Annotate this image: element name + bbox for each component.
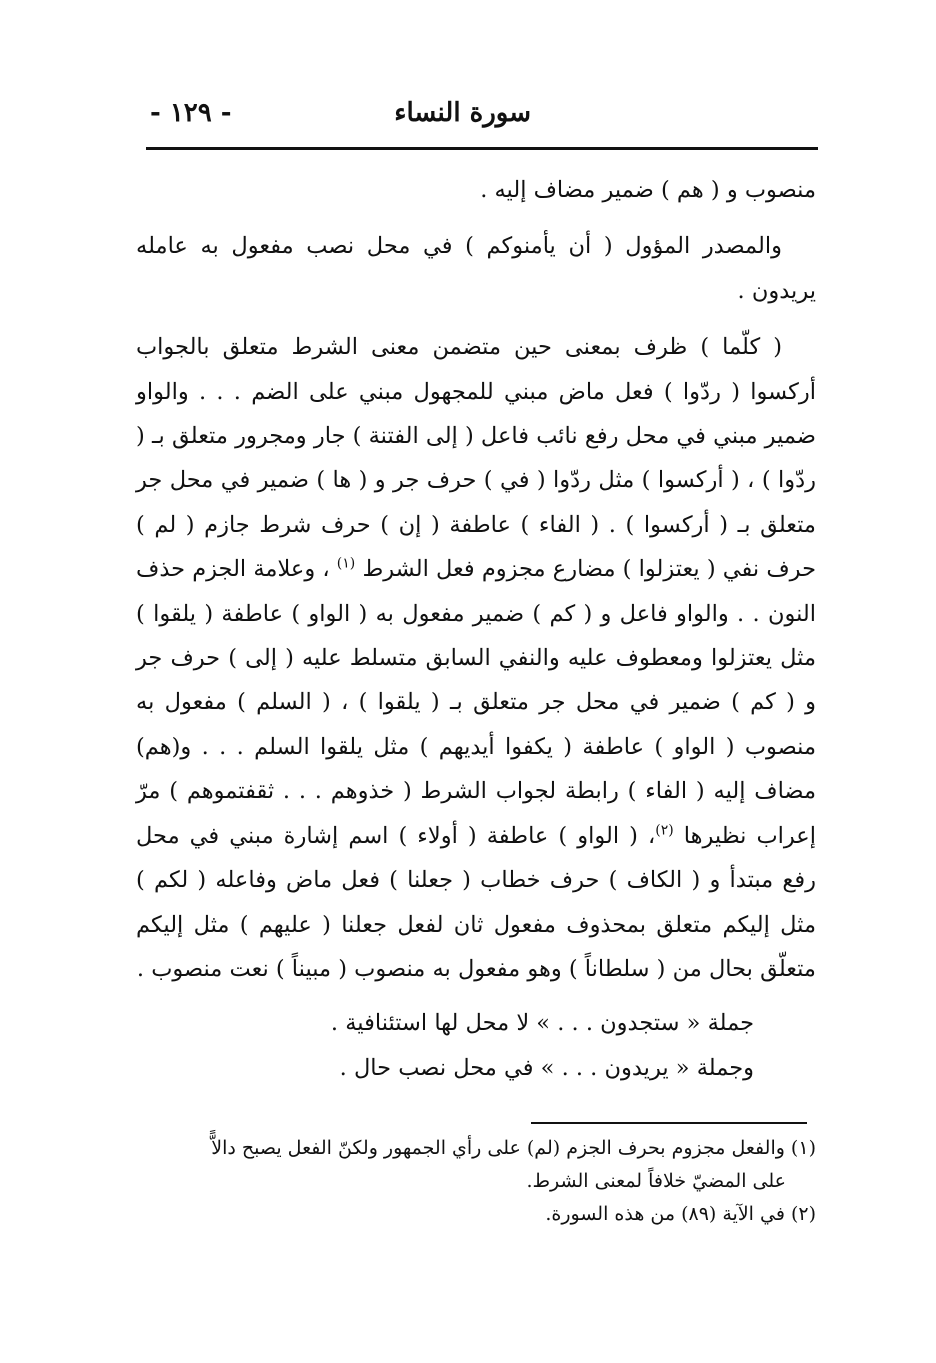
sentence-1: جملة « ستجدون . . . » لا محل لها استئنافية . — [330, 1010, 754, 1037]
footnote-1-line-2: على المضيّ خلافاً لمعنى الشرط. — [526, 1170, 786, 1192]
footnote-1-line-1: (١) والفعل مجزوم بحرف الجزم (لم) على رأي الجمهور ولكنّ الفعل يصبح دالاًّ — [211, 1137, 816, 1159]
footnotes — [136, 1132, 816, 1231]
surah-title: سورة النساء — [394, 98, 531, 128]
paragraph-3-text-b: ، وعلامة الجزم حذف النون . . والواو فاعل و ( كم ) ضمير مفعول به ( الواو ) عاطفة ( يلقوا ) مثل يعتزلوا ومعطوف عليه والنفي السابق متسلط عليه ( إلى ) حرف جر و ( كم ) ضمير في محل جر متعلق بـ ( يلقوا ) ، ( السلم ) مفعول به منصوب ( الواو ) عاطفة ( يكفوا أيديهم ) مثل يلقوا السلم . . . و(هم) مضاف إليه ( الفاء ) رابطة لجواب الشرط ( خذوهم . . . ثقفتموهم ) مرّ إعراب نظيرها — [136, 556, 816, 849]
paragraph-2: والمصدر المؤول ( أن يأمنوكم ) في محل نصب مفعول به عامله يريدون . — [136, 233, 816, 304]
footnote-rule — [531, 1122, 807, 1124]
running-head — [148, 96, 816, 140]
footnote-ref-2: (٢) — [655, 822, 674, 839]
sentence-2: وجملة « يريدون . . . » في محل نصب حال . — [339, 1054, 754, 1081]
paragraph-1: منصوب و ( هم ) ضمير مضاف إليه . — [480, 177, 816, 203]
footnote-2: (٢) في الآية (٨٩) من هذه السورة. — [545, 1203, 816, 1225]
main-text — [136, 168, 816, 1090]
page-number: - ١٢٩ - — [150, 98, 232, 128]
paragraph-3-text-c: ، ( الواو ) عاطفة ( أولاء ) اسم إشارة مبني في محل رفع مبتدأ و ( الكاف ) حرف خطاب ( جعلنا ) فعل ماض وفاعله ( لكم ) مثل إليكم متعلق بمحذوف مفعول ثان لفعل جعلنا ( عليهم ) مثل إليكم متعلّق بحال من ( سلطاناً ) وهو مفعول به منصوب ( مبيناً ) نعت منصوب . — [136, 822, 816, 982]
paragraph-3-text-a: ( كلّما ) ظرف بمعنى حين متضمن معنى الشرط متعلق بالجواب أركسوا ( ردّوا ) فعل ماض مبني للمجهول مبني على الضم . . . والواو ضمير مبني في محل رفع نائب فاعل ( إلى الفتنة ) جار ومجرور متعلق بـ ( ردّوا ) ، ( أركسوا ) مثل ردّوا ( في ) حرف جر و ( ها ) ضمير في محل جر متعلق بـ ( أركسوا ) . ( الفاء ) عاطفة ( إن ) حرف شرط جازم ( لم ) حرف نفي ( يعتزلوا ) مضارع مجزوم فعل الشرط — [136, 334, 816, 583]
footnote-ref-1: (١) — [336, 555, 356, 572]
paragraph-3 — [136, 325, 816, 991]
header-rule — [146, 147, 818, 150]
